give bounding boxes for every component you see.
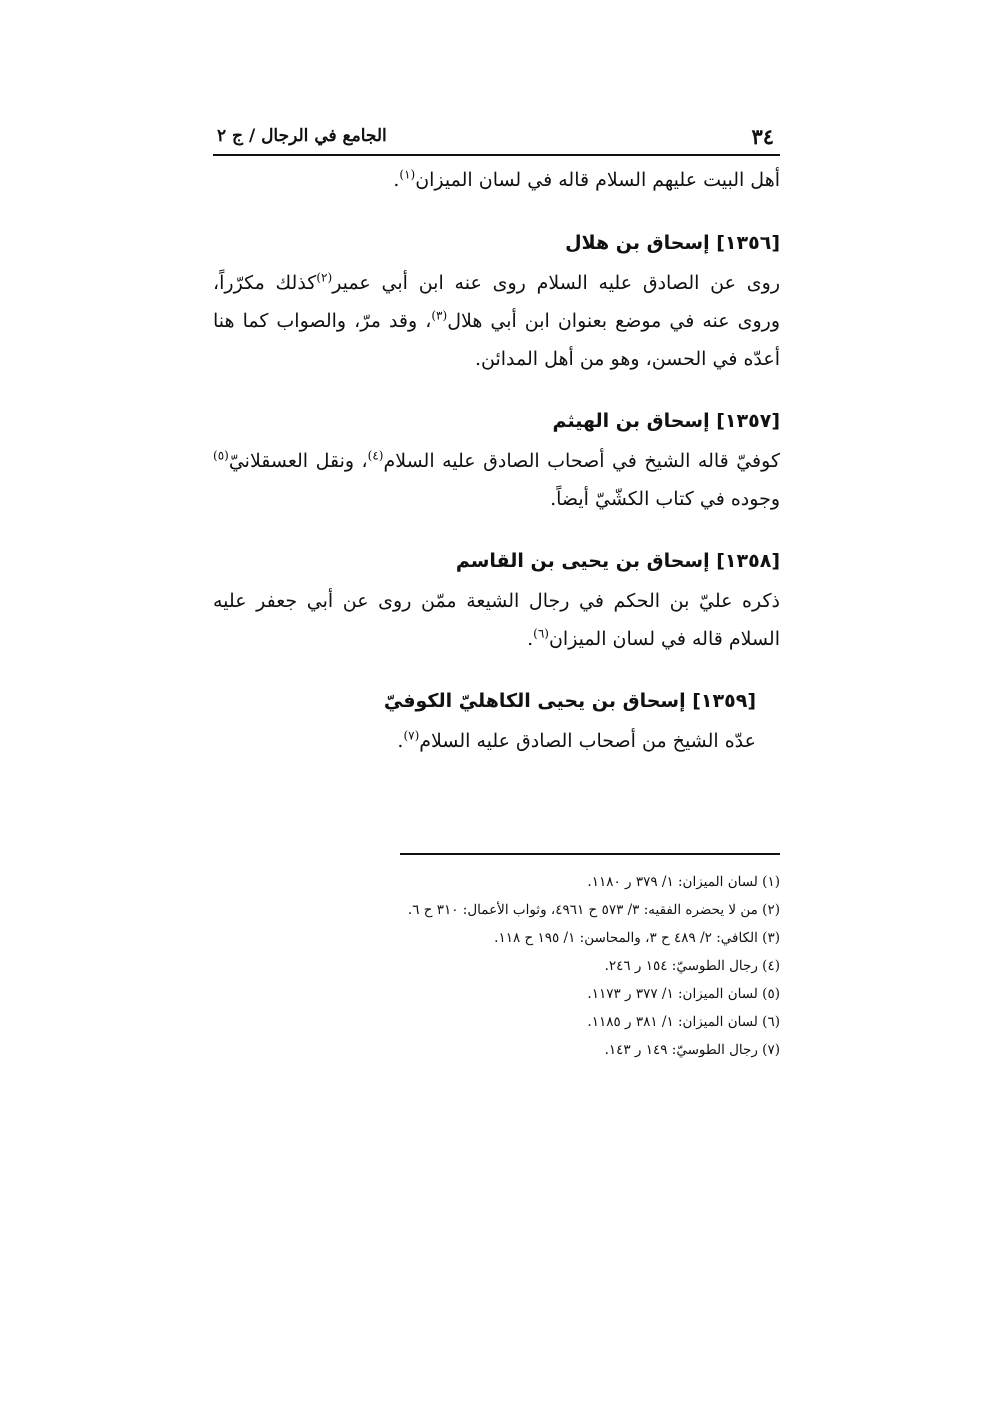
footnote: (٧) رجال الطوسيّ: ١٤٩ ر ١٤٣.: [604, 1042, 780, 1058]
footnote: (٥) لسان الميزان: ١/ ٣٧٧ ر ١١٧٣.: [587, 986, 780, 1002]
entry-heading: [١٣٥٦] إسحاق بن هلال: [565, 232, 780, 254]
entries-list: [213, 228, 780, 760]
biography-entry: [213, 228, 780, 378]
footnote-ref: (٧): [403, 728, 420, 743]
footnote: (١) لسان الميزان: ١/ ٣٧٩ ر ١١٨٠.: [587, 874, 780, 890]
footnote-ref: (١): [399, 167, 416, 182]
body-text: .: [527, 628, 534, 650]
biography-entry: [213, 686, 780, 760]
body-text: ذكره عليّ بن الحكم في رجال الشيعة ممّن روى عن أبي جعفر عليه السلام قاله في لسان الميزان: [213, 590, 780, 650]
footnote-ref: (٢): [316, 270, 333, 285]
continuation-text: أهل البيت عليهم السلام قاله في لسان الميزان: [415, 169, 780, 191]
main-content: [213, 160, 780, 760]
footnote: (٣) الكافي: ٢/ ٤٨٩ ح ٣، والمحاسن: ١/ ١٩٥ ح ١١٨.: [494, 930, 780, 946]
entry-body: [213, 442, 780, 518]
body-text: روى عن الصادق عليه السلام روى عنه ابن أبي عمير: [332, 272, 780, 294]
continuation-line: [213, 160, 780, 200]
footnote-ref: (٥): [213, 448, 229, 463]
body-text: ، وقد مرّ، والصواب كما هنا أعدّه في الحسن، وهو من أهل المدائن.: [213, 310, 780, 370]
book-title: الجامع في الرجال / ج ٢: [217, 126, 387, 146]
body-text: .: [397, 730, 404, 752]
body-text: كوفيّ قاله الشيخ في أصحاب الصادق عليه السلام: [383, 450, 780, 472]
entry-body: [213, 722, 756, 760]
footnote-ref: (٤): [367, 448, 384, 463]
entry-heading: [١٣٥٧] إسحاق بن الهيثم: [552, 410, 780, 432]
footnote-separator: [400, 853, 780, 855]
entry-heading: [١٣٥٨] إسحاق بن يحيى بن القاسم: [455, 550, 780, 572]
body-text: عدّه الشيخ من أصحاب الصادق عليه السلام: [419, 730, 756, 752]
continuation-tail: .: [393, 169, 400, 191]
entry-body: [213, 264, 780, 378]
biography-entry: [213, 406, 780, 518]
footnote: (٦) لسان الميزان: ١/ ٣٨١ ر ١١٨٥.: [587, 1014, 780, 1030]
body-text: وجوده في كتاب الكشّيّ أيضاً.: [550, 488, 780, 510]
biography-entry: [213, 546, 780, 658]
body-text: كذلك مكرّراً، وروى عنه في موضع بعنوان ابن أبي هلال: [213, 272, 781, 332]
footnotes: [330, 868, 780, 1064]
entry-body: [213, 582, 780, 658]
footnote-ref: (٦): [533, 626, 549, 641]
running-header: [213, 118, 780, 156]
footnote: (٢) من لا يحضره الفقيه: ٣/ ٥٧٣ ح ٤٩٦١، وثواب الأعمال: ٣١٠ ح ٦.: [407, 902, 780, 918]
page-number: ٣٤: [751, 124, 774, 149]
entry-heading: [١٣٥٩] إسحاق بن يحيى الكاهليّ الكوفيّ: [383, 690, 756, 712]
body-text: ، ونقل العسقلانيّ: [228, 450, 368, 472]
footnote-ref: (٣): [431, 308, 448, 323]
footnote: (٤) رجال الطوسيّ: ١٥٤ ر ٢٤٦.: [604, 958, 780, 974]
